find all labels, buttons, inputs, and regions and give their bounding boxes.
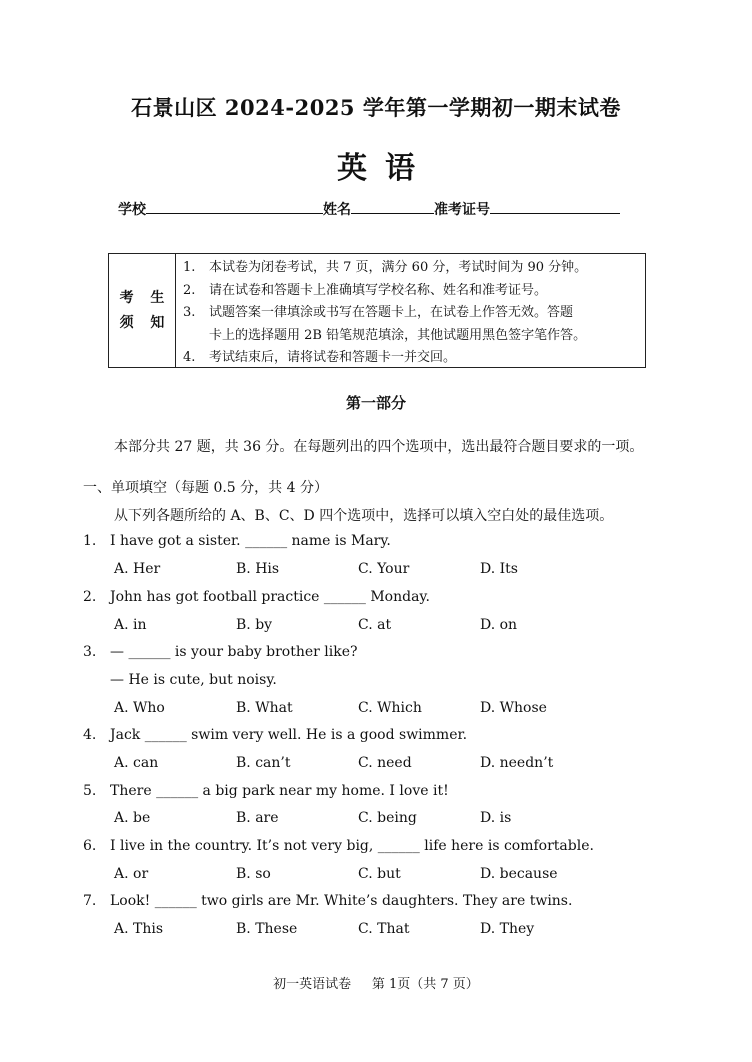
exam-no-blank bbox=[490, 199, 620, 214]
option-b: B. are bbox=[236, 810, 279, 826]
option-d: D. needn’t bbox=[480, 755, 554, 771]
option-c: C. need bbox=[358, 755, 412, 771]
option-a: A. or bbox=[114, 866, 149, 882]
notice-item-text: 卡上的选择题用 2B 铅笔规范填涂，其他试题用黑色签字笔作答。 bbox=[209, 327, 587, 343]
question-stem: There ______ a big park near my home. I love it! bbox=[110, 783, 449, 799]
exam-no-label: 准考证号 bbox=[434, 202, 490, 218]
notice-item-number: 4. bbox=[183, 350, 196, 365]
option-b: B. by bbox=[236, 617, 273, 633]
option-c: C. at bbox=[358, 617, 392, 633]
option-d: D. Its bbox=[480, 561, 518, 577]
notice-item-number: 3. bbox=[183, 305, 196, 320]
footer-left: 初一英语试卷 bbox=[273, 977, 352, 992]
name-blank bbox=[351, 199, 434, 214]
option-c: C. Your bbox=[358, 561, 410, 577]
notice-item-number: 1. bbox=[183, 260, 196, 275]
question-number: 7. bbox=[83, 893, 97, 909]
option-b: B. What bbox=[236, 700, 293, 716]
option-b: B. so bbox=[236, 866, 271, 882]
notice-item-number bbox=[183, 325, 209, 348]
notice-item-number: 2. bbox=[183, 282, 196, 298]
notice-label bbox=[109, 254, 176, 367]
notice-box bbox=[108, 253, 646, 368]
question-stem: Look! ______ two girls are Mr. White’s daughters. They are twins. bbox=[110, 893, 573, 909]
option-d: D. on bbox=[480, 617, 518, 633]
question-number: 1. bbox=[83, 533, 97, 549]
notice-item-text: 试题答案一律填涂或书写在答题卡上，在试卷上作答无效。答题 bbox=[209, 305, 574, 320]
notice-item bbox=[183, 325, 641, 348]
option-b: B. can’t bbox=[236, 755, 291, 771]
notice-item bbox=[183, 302, 641, 325]
question-number: 3. bbox=[83, 644, 97, 660]
section-intro: 本部分共 27 题，共 36 分。在每题列出的四个选项中，选出最符合题目要求的一项。 bbox=[114, 439, 644, 455]
question-stem-line2: — He is cute, but noisy. bbox=[110, 672, 277, 688]
footer-page-number: 第 1页（共 7 页） bbox=[371, 977, 479, 992]
option-a: A. Her bbox=[114, 561, 161, 577]
option-c: C. That bbox=[358, 921, 410, 937]
option-b: B. These bbox=[236, 921, 298, 937]
question-stem: I live in the country. It’s not very big, ______ life here is comfortable. bbox=[110, 838, 594, 854]
option-a: A. in bbox=[114, 617, 147, 633]
option-a: A. be bbox=[114, 810, 151, 826]
question-number: 4. bbox=[83, 727, 97, 743]
part-title: 一、单项填空（每题 0.5 分，共 4 分） bbox=[83, 480, 328, 496]
name-label: 姓名 bbox=[323, 202, 351, 218]
section-title: 第一部分 bbox=[345, 394, 406, 412]
notice-item-text: 本试卷为闭卷考试，共 7 页，满分 60 分，考试时间为 90 分钟。 bbox=[209, 260, 588, 275]
option-d: D. because bbox=[480, 866, 558, 882]
notice-item bbox=[183, 257, 641, 280]
question-stem: I have got a sister. ______ name is Mary. bbox=[110, 533, 391, 549]
page-footer bbox=[0, 973, 752, 992]
notice-item bbox=[183, 280, 641, 303]
option-d: D. is bbox=[480, 810, 512, 826]
notice-label-line2: 须 知 bbox=[119, 314, 171, 331]
option-a: A. This bbox=[114, 921, 164, 937]
option-c: C. being bbox=[358, 810, 417, 826]
option-d: D. Whose bbox=[480, 700, 547, 716]
notice-label-line1: 考 生 bbox=[119, 289, 171, 306]
question-number: 2. bbox=[83, 589, 97, 605]
option-d: D. They bbox=[480, 921, 535, 937]
candidate-info-line bbox=[118, 199, 620, 219]
question-stem: — ______ is your baby brother like? bbox=[110, 644, 358, 660]
question-number: 5. bbox=[83, 783, 97, 799]
notice-item-text: 考试结束后，请将试卷和答题卡一并交回。 bbox=[209, 350, 457, 365]
school-blank bbox=[146, 199, 323, 214]
option-c: C. Which bbox=[358, 700, 422, 716]
question-stem: John has got football practice ______ Monday. bbox=[110, 589, 430, 605]
question-number: 6. bbox=[83, 838, 97, 854]
notice-item-text: 请在试卷和答题卡上准确填写学校名称、姓名和准考证号。 bbox=[209, 282, 548, 298]
school-label: 学校 bbox=[118, 202, 146, 218]
exam-title: 石景山区 2024-2025 学年第一学期初一期末试卷 bbox=[131, 95, 621, 120]
part-instruction: 从下列各题所给的 A、B、C、D 四个选项中，选择可以填入空白处的最佳选项。 bbox=[114, 508, 614, 524]
option-a: A. Who bbox=[114, 700, 165, 716]
notice-item bbox=[183, 347, 641, 370]
subject-heading: 英语 bbox=[337, 151, 433, 186]
option-a: A. can bbox=[114, 755, 159, 771]
option-b: B. His bbox=[236, 561, 280, 577]
option-c: C. but bbox=[358, 866, 401, 882]
notice-list bbox=[183, 257, 641, 370]
question-stem: Jack ______ swim very well. He is a good swimmer. bbox=[110, 727, 468, 743]
